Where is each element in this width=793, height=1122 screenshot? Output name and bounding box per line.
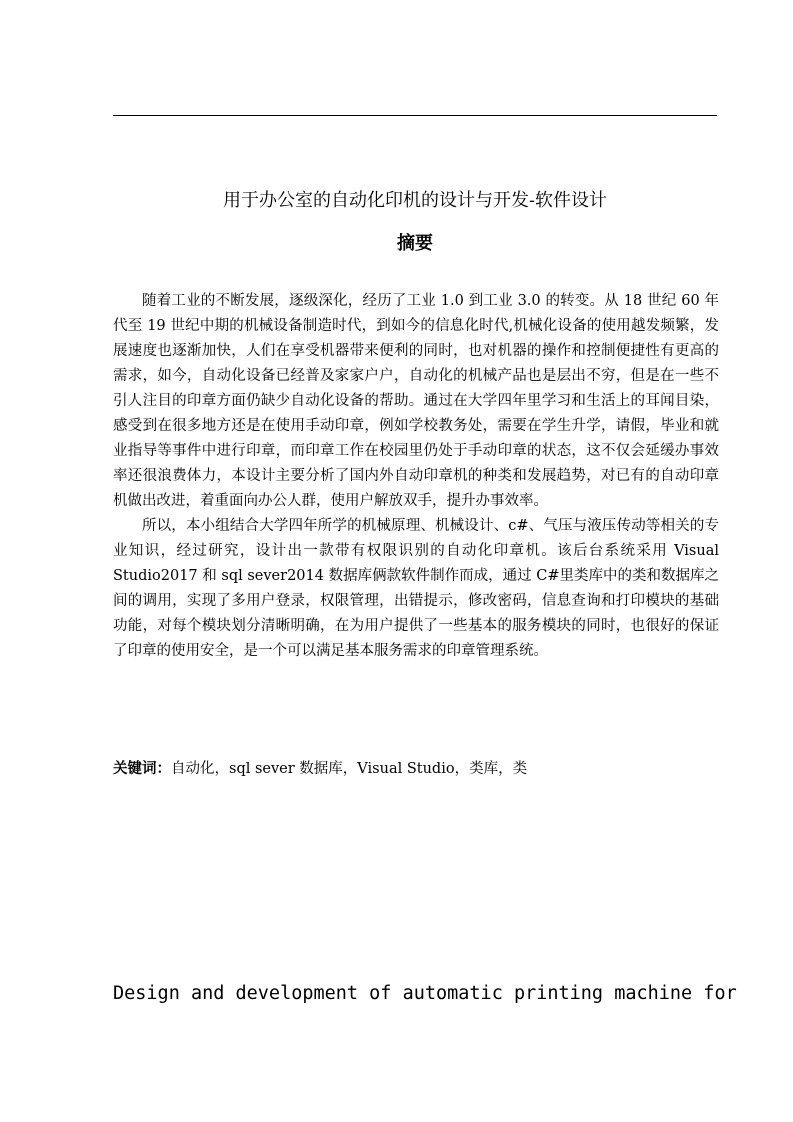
abstract-body [113,289,719,664]
keywords-line [113,756,717,782]
keywords-value: 自动化，sql sever 数据库，Visual Studio，类库，类 [171,761,528,777]
abstract-heading: 摘要 [397,233,433,254]
header-rule [113,115,717,116]
document-title: 用于办公室的自动化印机的设计与开发-软件设计 [222,190,608,211]
keywords-label: 关键词： [113,760,171,777]
abstract-paragraph-2: 所以，本小组结合大学四年所学的机械原理、机械设计、c#、气压与液压传动等相关的专业知识，经过研究，设计出一款带有权限识别的自动化印章机。该后台系统采用 Visual Studio2017 和 sql sever2014 数据库俩款软件制作而成，通过 C#里类库中的类和数据库之间的调用，实现了多用户登录，权限管理，出错提示，修改密码，信息查询和打印模块的基础功能，对每个模块划分清晰明确，在为用户提供了一些基本的服务模块的同时，也很好的保证了印章的使用安全，是一个可以满足基本服务需求的印章管理系统。 [113,518,719,659]
abstract-paragraph-1: 随着工业的不断发展，逐级深化，经历了工业 1.0 到工业 3.0 的转变。从 18 世纪 60 年代至 19 世纪中期的机械设备制造时代，到如今的信息化时代,机械化设备的使用越发频繁，发展速度也逐渐加快，人们在享受机器带来便利的同时，也对机器的操作和控制便捷性有更高的需求，如今，自动化设备已经普及家家户户，自动化的机械产品也是层出不穷，但是在一些不引人注目的印章方面仍缺少自动化设备的帮助。通过在大学四年里学习和生活上的耳闻目染，感受到在很多地方还是在使用手动印章，例如学校教务处，需要在学生升学，请假，毕业和就业指导等事件中进行印章，而印章工作在校园里仍处于手动印章的状态，这不仅会延缓办事效率还很浪费体力，本设计主要分析了国内外自动印章机的种类和发展趋势，对已有的自动印章机做出改进，着重面向办公人群，使用户解放双手，提升办事效率。 [113,293,719,509]
english-title: Design and development of automatic printing machine for [113,983,737,1004]
